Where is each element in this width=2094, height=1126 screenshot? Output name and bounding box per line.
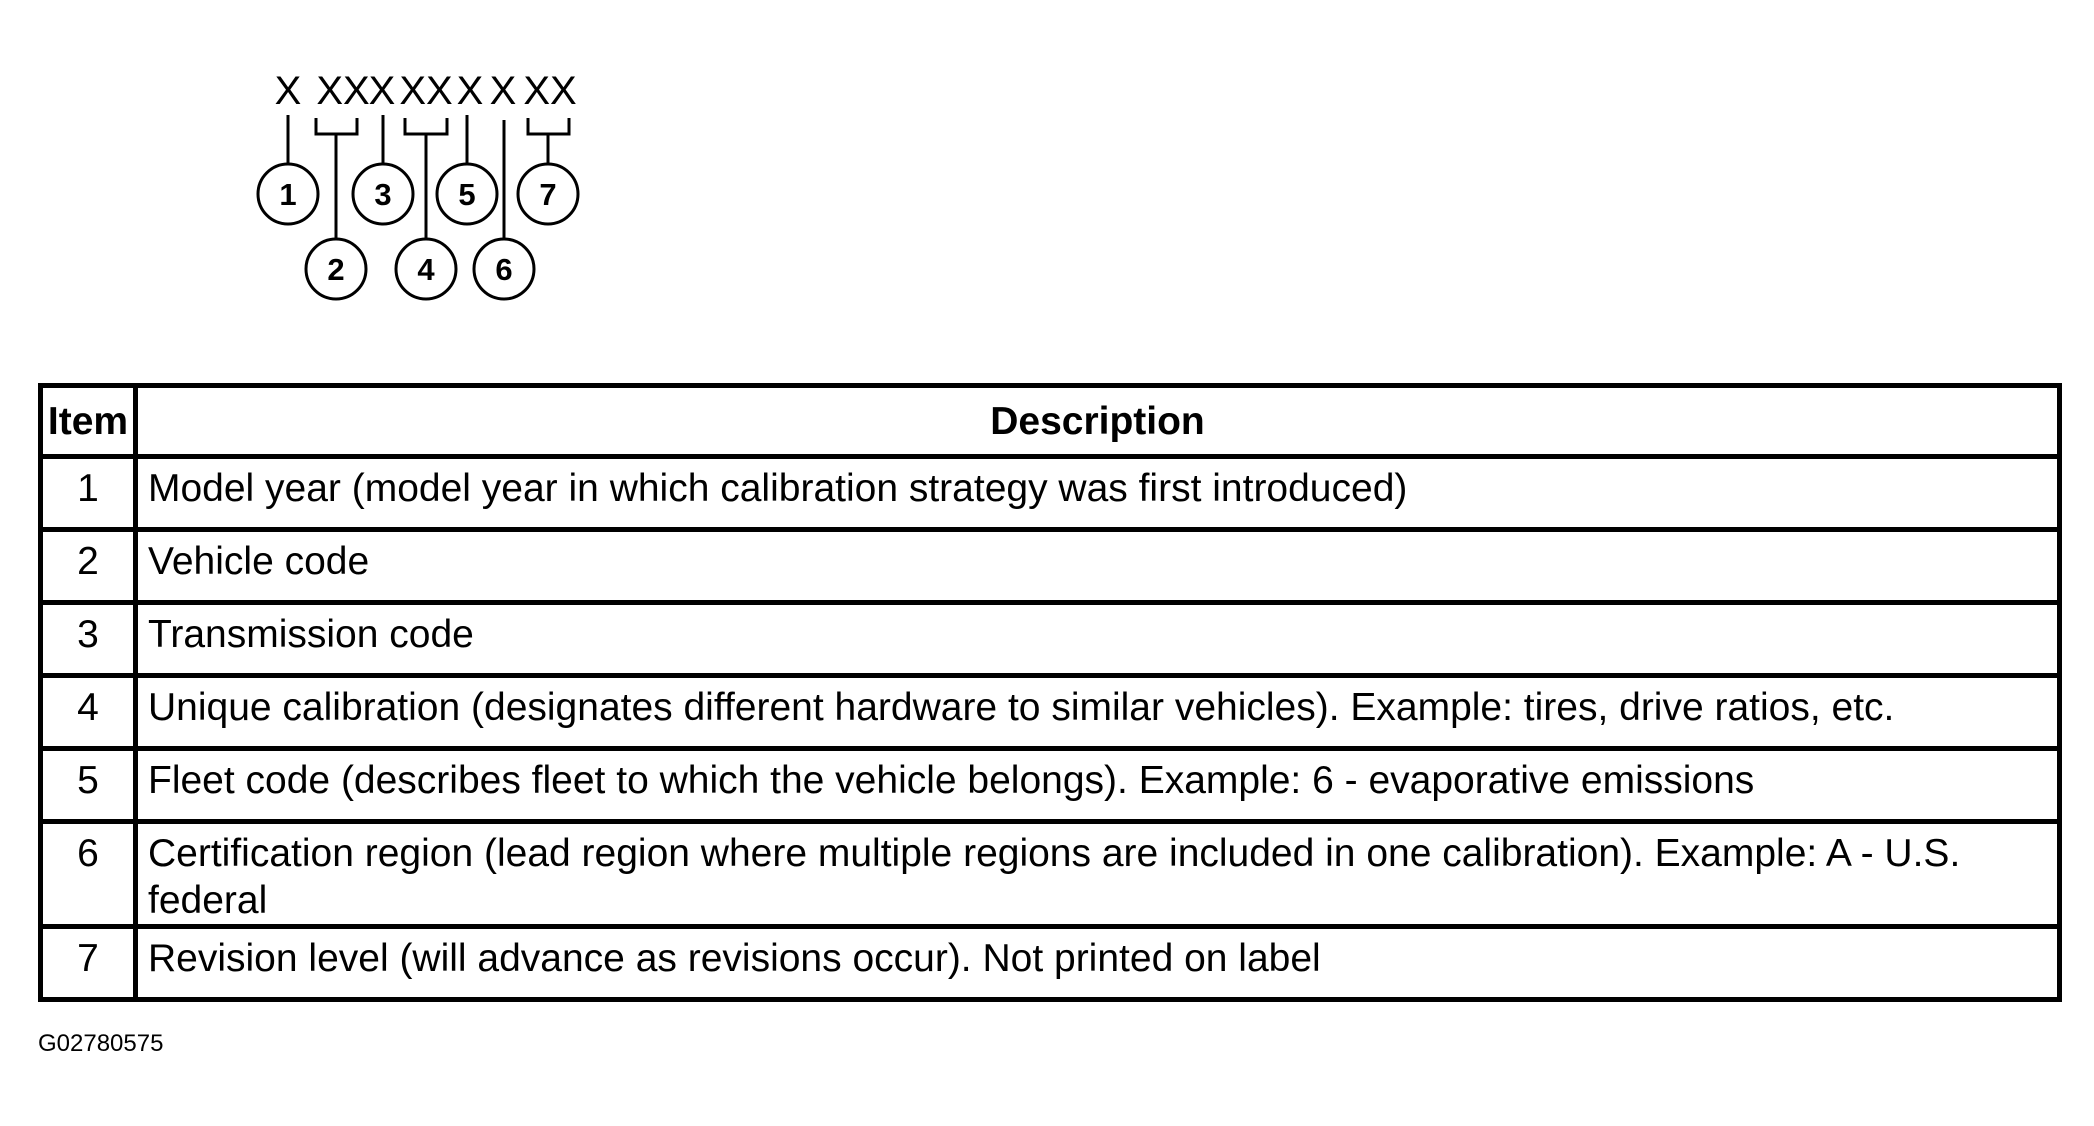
code-group-7: XX (523, 69, 577, 113)
callout-1: 1 (279, 177, 297, 212)
callout-2: 2 (327, 252, 345, 287)
figure-id: G02780575 (38, 1030, 164, 1057)
item-number: 7 (41, 927, 136, 1000)
code-group-4: XX (399, 69, 453, 113)
item-description: Transmission code (136, 603, 2060, 676)
callout-4: 4 (417, 252, 435, 287)
item-number: 5 (41, 749, 136, 822)
table-row (41, 603, 2060, 676)
table-row (41, 676, 2060, 749)
item-description: Fleet code (describes fleet to which the vehicle belongs). Example: 6 - evaporative emissions (136, 749, 2060, 822)
code-group-6: X (489, 69, 517, 113)
item-description: Model year (model year in which calibration strategy was first introduced) (136, 457, 2060, 530)
table-header-row (41, 386, 2060, 457)
table-row (41, 457, 2060, 530)
item-number: 1 (41, 457, 136, 530)
table-row (41, 530, 2060, 603)
item-number: 2 (41, 530, 136, 603)
code-group-2: XX (316, 69, 370, 113)
bracket-4 (405, 118, 447, 134)
bracket-7 (528, 118, 569, 134)
item-number: 4 (41, 676, 136, 749)
callout-5: 5 (458, 177, 476, 212)
bracket-2 (316, 118, 357, 134)
item-number: 6 (41, 822, 136, 927)
table-row (41, 749, 2060, 822)
code-glyphs (275, 69, 577, 113)
code-group-5: X (456, 69, 484, 113)
item-description: Unique calibration (designates different hardware to similar vehicles). Example: tires, drive ratios, etc. (136, 676, 2060, 749)
item-column-header: Item (41, 386, 136, 457)
table-row (41, 822, 2060, 927)
code-group-1: X (274, 69, 302, 113)
table-row (41, 927, 2060, 1000)
item-description: Revision level (will advance as revisions occur). Not printed on label (136, 927, 2060, 1000)
item-number: 3 (41, 603, 136, 676)
item-description: Vehicle code (136, 530, 2060, 603)
callout-3: 3 (374, 177, 392, 212)
callout-6: 6 (495, 252, 513, 287)
calibration-code-diagram (0, 0, 700, 320)
legend-table (38, 383, 2062, 1002)
code-group-3: X (368, 69, 396, 113)
item-description: Certification region (lead region where multiple regions are included in one calibration). Example: A - U.S. federal (136, 822, 2060, 927)
description-column-header: Description (136, 386, 2060, 457)
callout-7: 7 (539, 177, 557, 212)
